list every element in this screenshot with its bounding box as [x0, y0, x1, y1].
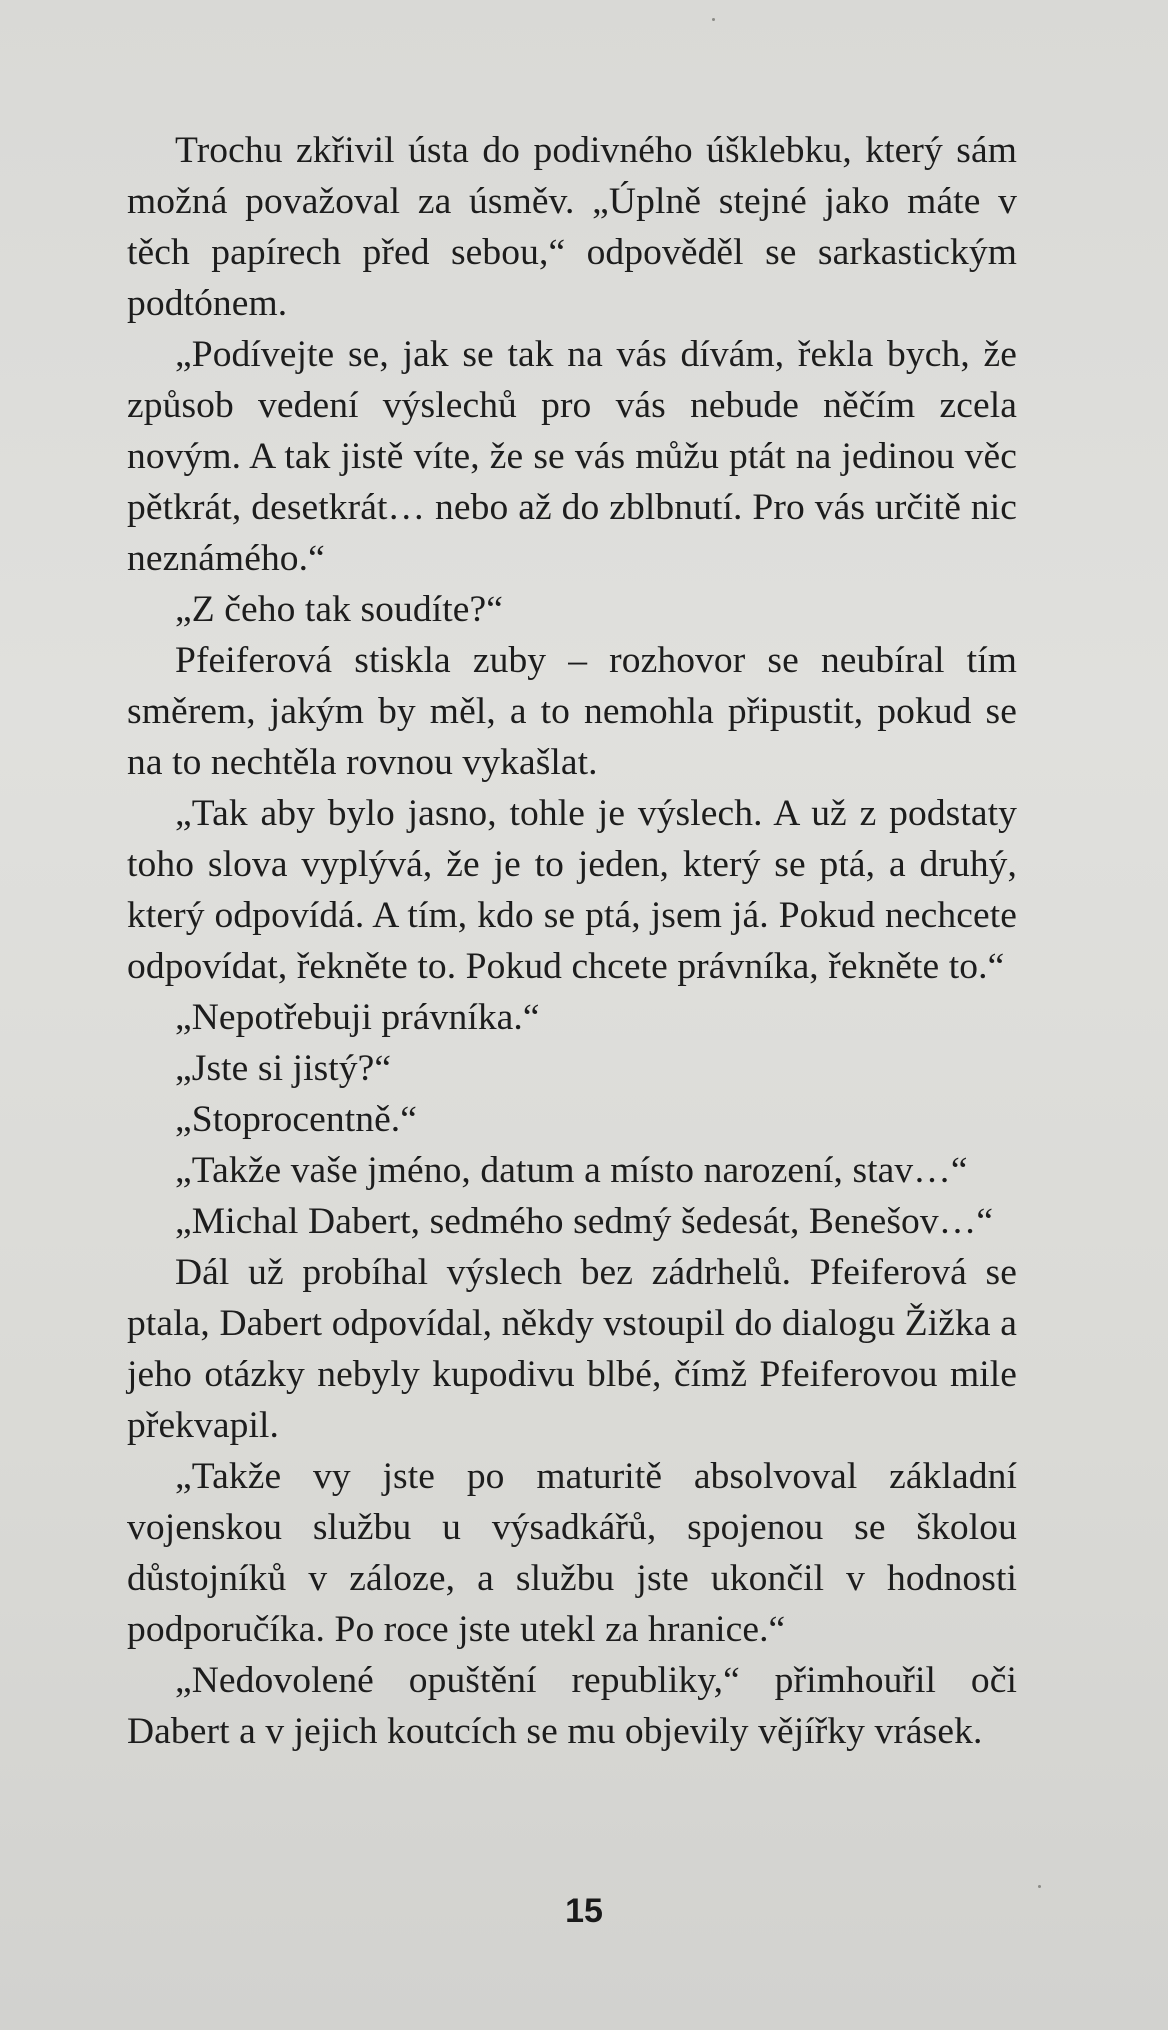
paragraph: „Nepotřebuji právníka.“	[175, 997, 540, 1038]
paragraph: „Michal Dabert, sedmého sedmý šedesát, Benešov…“	[175, 1201, 994, 1242]
paragraph: Dál už probíhal výslech bez zádrhelů. Pfeiferová se ptala, Dabert odpovídal, někdy vstoupil do dialogu Žižka a jeho otázky nebyly kupodivu blbé, čímž Pfeiferovou mile překvapil.	[127, 1252, 1017, 1446]
paper-speck	[1038, 1885, 1041, 1888]
paragraph: „Z čeho tak soudíte?“	[175, 589, 503, 630]
paper-speck	[712, 18, 715, 21]
page-number: 15	[565, 1892, 603, 1930]
page-text	[127, 125, 1017, 1757]
paragraph: „Stoprocentně.“	[175, 1099, 418, 1140]
paragraph: „Jste si jistý?“	[175, 1048, 392, 1089]
paragraph: „Takže vy jste po maturitě absolvoval základní vojenskou službu u výsadkářů, spojenou se školou důstojníků v záloze, a službu jste ukončil v hodnosti podporučíka. Po roce jste utekl za hranice.“	[127, 1456, 1017, 1650]
paragraph: „Podívejte se, jak se tak na vás dívám, řekla bych, že způsob vedení výslechů pro vás nebude něčím zcela novým. A tak jistě víte, že se vás můžu ptát na jedinou věc pětkrát, desetkrát… nebo až do zblbnutí. Pro vás určitě nic neznámého.“	[127, 334, 1017, 579]
paragraph: „Takže vaše jméno, datum a místo narození, stav…“	[175, 1150, 968, 1191]
paragraph: Trochu zkřivil ústa do podivného úšklebku, který sám možná považoval za úsměv. „Úplně stejné jako máte v těch papírech před sebou,“ odpověděl se sarkastickým podtónem.	[127, 130, 1017, 324]
paragraph: „Nedovolené opuštění republiky,“ přimhouřil oči Dabert a v jejich koutcích se mu objevily vějířky vrásek.	[127, 1660, 1017, 1752]
paragraph: „Tak aby bylo jasno, tohle je výslech. A už z podstaty toho slova vyplývá, že je to jeden, který se ptá, a druhý, který odpovídá. A tím, kdo se ptá, jsem já. Pokud nechcete odpovídat, řekněte to. Pokud chcete právníka, řekněte to.“	[127, 793, 1017, 987]
paragraph: Pfeiferová stiskla zuby – rozhovor se neubíral tím směrem, jakým by měl, a to nemohla připustit, pokud se na to nechtěla rovnou vykašlat.	[127, 640, 1017, 783]
